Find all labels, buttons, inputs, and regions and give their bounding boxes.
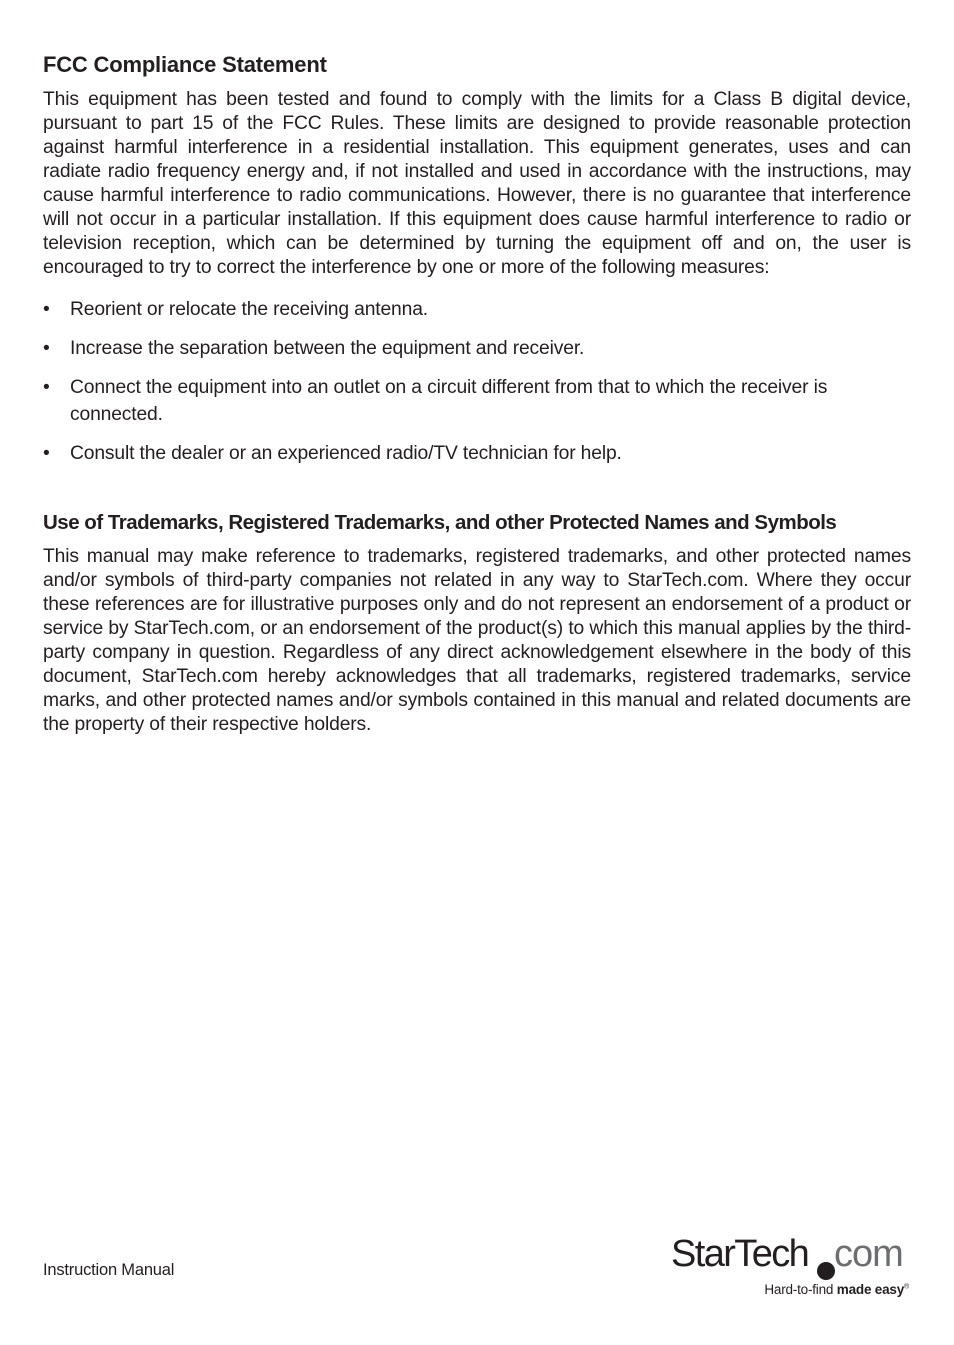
tagline-bold: made easy bbox=[836, 1282, 905, 1297]
bullet-icon: • bbox=[43, 338, 50, 359]
trademarks-heading: Use of Trademarks, Registered Trademarks, and other Protected Names and Symbols bbox=[43, 511, 837, 534]
list-item bbox=[43, 296, 911, 323]
measure-text: Consult the dealer or an experienced radio/TV technician for help. bbox=[70, 443, 622, 464]
footer-label: Instruction Manual bbox=[43, 1261, 175, 1279]
bullet-icon: • bbox=[43, 299, 50, 320]
trademarks-paragraph: This manual may make reference to trademarks, registered trademarks, and other protected names and/or symbols of third-party companies not related in any way to StarTech.com. Where they occur these references are for illustrative purposes only and do not represent an endorsement of a product or service by StarTech.com, or an endorsement of the product(s) to which this manual applies by the third-party company in question. Regardless of any direct acknowledgement elsewhere in the body of this document, StarTech.com hereby acknowledges that all trademarks, registered trademarks, service marks, and other protected names and/or symbols contained in this manual and related documents are the property of their respective holders. bbox=[43, 546, 911, 735]
list-item bbox=[43, 440, 911, 467]
bullet-icon: • bbox=[43, 377, 50, 398]
logo-name: StarTech bbox=[671, 1233, 809, 1275]
startech-logo bbox=[671, 1232, 911, 1302]
logo-dot-icon bbox=[817, 1262, 835, 1280]
measure-text: Increase the separation between the equipment and receiver. bbox=[70, 338, 585, 359]
logo-suffix: com bbox=[834, 1233, 903, 1275]
list-item bbox=[43, 335, 911, 362]
bullet-icon: • bbox=[43, 443, 50, 464]
fcc-measures-list bbox=[43, 296, 911, 467]
fcc-intro-paragraph: This equipment has been tested and found to comply with the limits for a Class B digital device, pursuant to part 15 of the FCC Rules. These limits are designed to provide reasonable protection against harmful interference in a residential installation. This equipment generates, uses and can radiate radio frequency energy and, if not installed and used in accordance with the instructions, may cause harmful interference to radio communications. However, there is no guarantee that interference will not occur in a particular installation. If this equipment does cause harmful interference to radio or television reception, which can be determined by turning the equipment off and on, the user is encouraged to try to correct the interference by one or more of the following measures: bbox=[43, 89, 911, 278]
registered-mark: ® bbox=[904, 1283, 909, 1291]
measure-text: Connect the equipment into an outlet on a circuit different from that to which the receiver is connected. bbox=[70, 377, 828, 425]
page-content bbox=[43, 52, 911, 737]
measure-text: Reorient or relocate the receiving antenna. bbox=[70, 299, 428, 320]
logo-tagline bbox=[764, 1282, 909, 1297]
fcc-heading: FCC Compliance Statement bbox=[43, 52, 327, 77]
list-item bbox=[43, 374, 911, 428]
tagline-regular: Hard-to-find bbox=[764, 1282, 837, 1297]
